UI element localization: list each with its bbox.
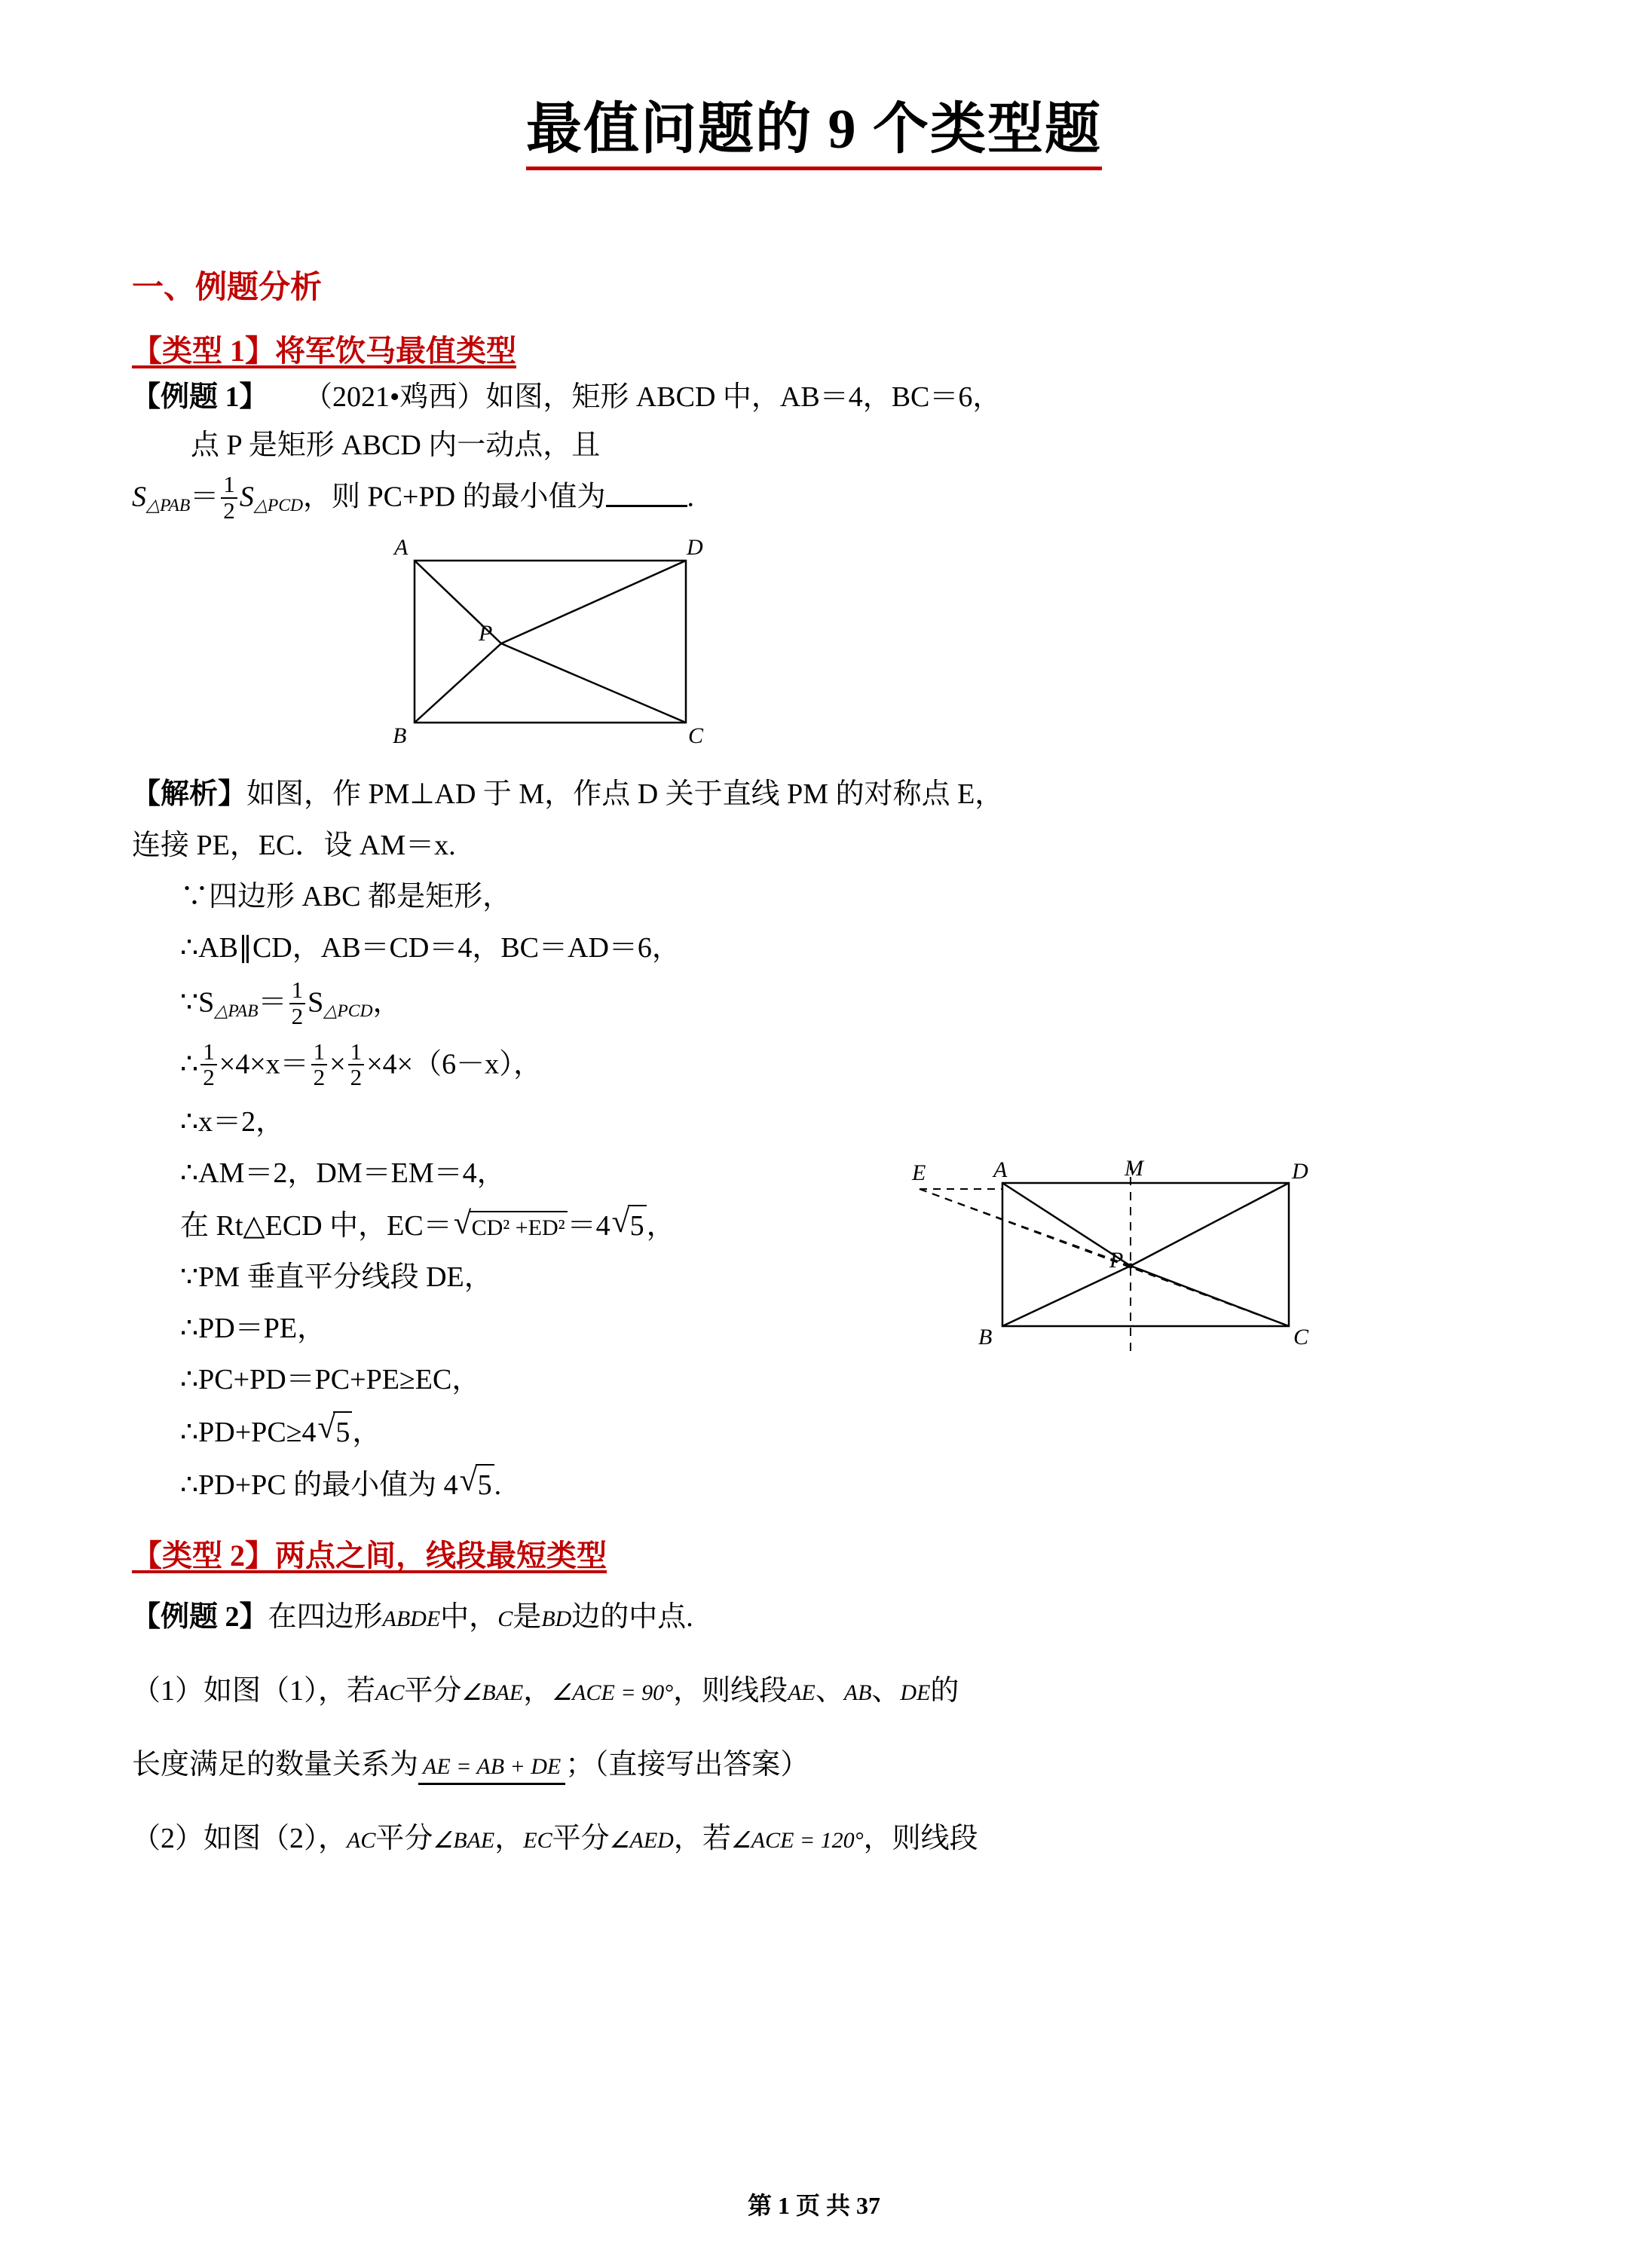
solution-line-4: ∴AB∥CD，AB＝CD＝4，BC＝AD＝6， xyxy=(180,932,681,964)
solution-line-1 xyxy=(132,775,1496,815)
example-1-period: . xyxy=(687,481,695,513)
example-2-bd: BD xyxy=(541,1606,572,1631)
figure-1-diagram xyxy=(381,538,773,764)
solution-5-d: ， xyxy=(372,986,402,1019)
fraction-numerator: 1 xyxy=(350,1038,363,1065)
solution-label: 【解析】 xyxy=(132,778,247,811)
radicand-2: 5 xyxy=(628,1205,647,1247)
q1-answer-blank: AE = AB + DE xyxy=(418,1751,565,1786)
solution-9-b: ＝4 xyxy=(567,1209,610,1242)
fraction-denominator: 2 xyxy=(200,1064,217,1090)
example-2-d: 是 xyxy=(513,1600,542,1633)
page-title xyxy=(0,98,1628,170)
q1-a: （1）如图（1），若 xyxy=(132,1674,376,1707)
fraction-numerator: 1 xyxy=(223,471,235,497)
figure-1-label-P: P xyxy=(479,621,493,646)
figure-1 xyxy=(381,535,773,764)
q2-c: ， xyxy=(494,1822,524,1854)
example-1-line-3 xyxy=(132,471,1496,524)
figure-2-label-A: A xyxy=(993,1157,1008,1182)
sqrt-3 xyxy=(318,1411,353,1453)
q1-line2-a: 长度满足的数量关系为 xyxy=(132,1748,419,1780)
footer-page-number: 1 xyxy=(778,2192,790,2219)
solution-13-b: ， xyxy=(352,1416,381,1448)
q2-angle-bae: ∠BAE xyxy=(433,1827,495,1853)
radicand-1: CD² +ED² xyxy=(470,1211,568,1245)
figure-2-label-C: C xyxy=(1293,1325,1309,1349)
solution-6-c: × xyxy=(329,1048,346,1081)
q1-g: 的 xyxy=(930,1674,959,1707)
solution-line-10: ∵PM 垂直平分线段 DE， xyxy=(180,1261,493,1293)
fraction-denominator: 2 xyxy=(289,1003,306,1029)
figure-2-label-D: D xyxy=(1292,1159,1308,1184)
fraction-numerator: 1 xyxy=(313,1038,326,1065)
q2-ec: EC xyxy=(523,1827,552,1853)
q2-f: ，则线段 xyxy=(863,1822,978,1854)
solution-line-3: ∵四边形 ABC 都是矩形， xyxy=(180,881,512,913)
q2-d: 平分 xyxy=(552,1822,610,1854)
solution-5-sub1: △PAB xyxy=(214,1001,259,1022)
fraction-numerator: 1 xyxy=(291,977,304,1004)
solution-14-a: ∴PD+PC 的最小值为 4 xyxy=(180,1469,458,1501)
type-1-heading: 【类型 1】将军饮马最值类型 xyxy=(132,334,516,368)
q1-e: 、 xyxy=(815,1674,844,1707)
section-heading: 一、例题分析 xyxy=(132,271,323,306)
sqrt-2 xyxy=(612,1205,647,1247)
sqrt-1 xyxy=(454,1206,568,1247)
fraction-half-4 xyxy=(311,1040,328,1090)
footer-total-pages: 37 xyxy=(856,2192,881,2219)
fraction-denominator: 2 xyxy=(221,497,237,524)
solution-line-11: ∴PD＝PE， xyxy=(180,1312,326,1344)
s-subscript-2: △PCD xyxy=(253,496,304,516)
s-symbol-1: S xyxy=(132,481,146,513)
solution-5-sub2: △PCD xyxy=(323,1001,373,1022)
solution-6-b: ×4×x＝ xyxy=(219,1048,309,1081)
q1-c: ， xyxy=(523,1674,552,1707)
solution-13-a: ∴PD+PC≥4 xyxy=(180,1416,317,1448)
figure-1-label-D: D xyxy=(687,535,703,561)
solution-line-8: ∴AM＝2，DM＝EM＝4， xyxy=(180,1157,506,1189)
solution-line-5 xyxy=(132,977,1496,1030)
equals-1: ＝ xyxy=(190,481,219,513)
radical-sign: √ xyxy=(317,1410,335,1446)
figure-2-label-B: B xyxy=(978,1325,993,1349)
example-2-b: 中， xyxy=(440,1600,498,1633)
q2-ac: AC xyxy=(347,1827,376,1853)
fraction-numerator: 1 xyxy=(203,1038,215,1065)
example-1-line-2: 点 P 是矩形 ABCD 内一动点，且 xyxy=(191,429,601,462)
figure-1-label-C: C xyxy=(688,723,704,749)
fraction-half-3 xyxy=(200,1040,217,1090)
solution-5-c: S xyxy=(308,986,324,1019)
figure-2 xyxy=(912,1153,1440,1439)
solution-line-14 xyxy=(132,1464,1496,1506)
fraction-denominator: 2 xyxy=(311,1064,328,1090)
solution-line-12: ∴PC+PD＝PC+PE≥EC， xyxy=(180,1363,481,1395)
example-2-abde: ABDE xyxy=(382,1606,441,1631)
q1-ab: AB xyxy=(843,1680,872,1705)
solution-6-a: ∴ xyxy=(180,1048,199,1081)
figure-2-label-M: M xyxy=(1125,1156,1143,1181)
figure-2-diagram xyxy=(912,1153,1440,1439)
example-2-e: 边的中点. xyxy=(571,1600,693,1633)
solution-line-7: ∴x＝2， xyxy=(180,1106,285,1139)
solution-5-b: ＝ xyxy=(258,986,287,1019)
page-footer xyxy=(0,2187,1628,2221)
fraction-denominator: 2 xyxy=(348,1064,365,1090)
s-symbol-2: S xyxy=(239,481,254,513)
q1-line2-b: ；（直接写出答案） xyxy=(565,1748,809,1780)
solution-line-2: 连接 PE，EC．设 AM＝x. xyxy=(132,830,456,862)
figure-1-label-B: B xyxy=(393,723,407,749)
s-subscript-1: △PAB xyxy=(146,496,191,516)
q1-d: ，则线段 xyxy=(673,1674,788,1707)
q2-b: 平分 xyxy=(375,1822,433,1854)
solution-9-a: 在 Rt△ECD 中，EC＝ xyxy=(180,1209,452,1242)
document-body xyxy=(0,262,1628,1859)
example-1-text-1: 如图，矩形 ABCD 中，AB＝4，BC＝6， xyxy=(485,381,1002,414)
example-2-c: C xyxy=(497,1606,513,1631)
radicand-3: 5 xyxy=(333,1411,352,1453)
solution-14-b: . xyxy=(494,1469,502,1501)
q2-e: ，若 xyxy=(673,1822,731,1854)
radical-sign: √ xyxy=(453,1205,472,1241)
solution-6-d: ×4×（6－x）， xyxy=(366,1048,543,1081)
solution-text-1: 如图，作 PM⊥AD 于 M，作点 D 关于直线 PM 的对称点 E， xyxy=(246,778,1004,811)
type-2-heading: 【类型 2】两点之间，线段最短类型 xyxy=(132,1538,607,1573)
q1-f: 、 xyxy=(871,1674,901,1707)
sqrt-4 xyxy=(460,1464,494,1506)
footer-prefix: 第 xyxy=(747,2192,772,2219)
page-title-text: 最值问题的 9 个类型题 xyxy=(526,98,1102,170)
footer-middle: 页 共 xyxy=(796,2192,851,2219)
example-1-tail: ，则 PC+PD 的最小值为 xyxy=(303,481,606,513)
example-2-q2-line-1 xyxy=(132,1819,1496,1860)
q1-ac: AC xyxy=(375,1680,405,1705)
q1-angle-ace: ∠ACE = 90° xyxy=(552,1680,674,1705)
figure-2-label-E: E xyxy=(912,1160,926,1185)
radical-sign: √ xyxy=(611,1203,630,1239)
q1-ae: AE xyxy=(788,1680,816,1705)
solution-line-6 xyxy=(132,1038,1496,1092)
q2-angle-aed: ∠AED xyxy=(609,1827,674,1853)
example-2-stem xyxy=(132,1597,1496,1638)
example-2-q1-line-2 xyxy=(132,1745,1496,1786)
example-2-a: 在四边形 xyxy=(268,1600,383,1633)
figure-1-label-A: A xyxy=(394,535,409,561)
q2-angle-ace: ∠ACE = 120° xyxy=(730,1827,864,1853)
q1-b: 平分 xyxy=(404,1674,462,1707)
q1-angle-bae: ∠BAE xyxy=(461,1680,524,1705)
solution-9-c: ， xyxy=(646,1209,675,1242)
radical-sign: √ xyxy=(459,1463,478,1499)
document-page xyxy=(0,98,1628,2268)
example-1-source: （2021•鸡西） xyxy=(304,381,486,414)
solution-5-a: ∵S xyxy=(180,986,215,1019)
example-2-label: 【例题 2】 xyxy=(132,1600,268,1633)
radicand-4: 5 xyxy=(476,1464,494,1506)
example-2-q1-line-1 xyxy=(132,1671,1496,1712)
q2-a: （2）如图（2）， xyxy=(132,1822,347,1854)
example-1-line-1 xyxy=(132,377,1496,418)
answer-blank-1 xyxy=(606,476,687,507)
fraction-half-2 xyxy=(289,978,306,1029)
q1-de: DE xyxy=(900,1680,931,1705)
example-1-label: 【例题 1】 xyxy=(132,381,268,414)
figure-2-label-P: P xyxy=(1109,1248,1124,1273)
fraction-half-1 xyxy=(221,472,237,523)
fraction-half-5 xyxy=(348,1040,365,1090)
